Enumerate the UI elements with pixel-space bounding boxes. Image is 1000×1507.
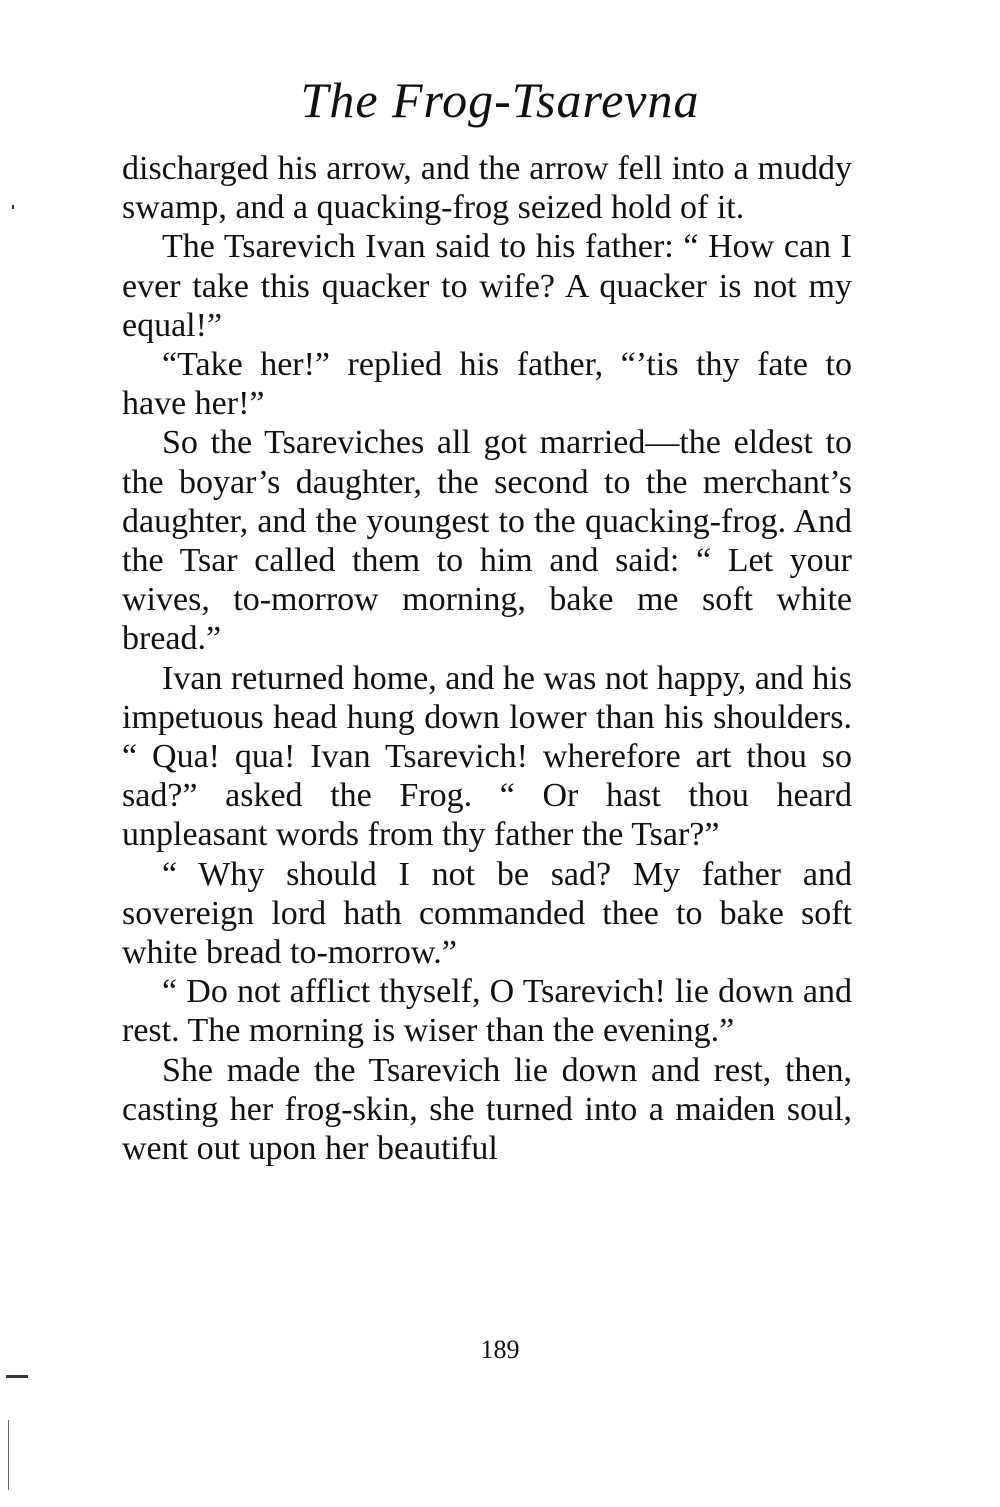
running-head: The Frog-Tsarevna [300, 72, 700, 128]
page-number: 189 [480, 1335, 520, 1364]
paragraph: discharged his arrow, and the arrow fell into a muddy swamp, and a quacking-frog seized hold of it. [122, 150, 852, 227]
paragraph: So the Tsareviches all got married—the eldest to the boyar’s daughter, the second to the merchant’s daughter, and the youngest to the quacking-frog. And the Tsar called them to him and said: “ Let your wives, to-morrow morning, bake me soft white bread.” [122, 424, 852, 658]
paragraph: “Take her!” replied his father, “’tis thy fate to have her!” [122, 346, 852, 423]
scan-speck [12, 205, 14, 209]
paragraph: She made the Tsarevich lie down and rest, then, casting her frog-skin, she turned into a maiden soul, went out upon her beautiful [122, 1051, 852, 1168]
paragraph: “ Why should I not be sad? My father and sovereign lord hath commanded thee to bake soft white bread to-morrow.” [122, 855, 852, 972]
body-text [122, 149, 852, 1168]
paragraph: The Tsarevich Ivan said to his father: “ How can I ever take this quacker to wife? A quacker is not my equal!” [122, 228, 852, 344]
scan-speck [8, 1420, 9, 1490]
paragraph: “ Do not afflict thyself, O Tsarevich! lie down and rest. The morning is wiser than the evening.” [122, 973, 852, 1050]
paragraph: Ivan returned home, and he was not happy, and his impetuous head hung down lower than his shoulders. “ Qua! qua! Ivan Tsarevich! wherefore art thou so sad?” asked the Frog. “ Or hast thou heard unpleasant words from thy father the Tsar?” [122, 659, 852, 854]
scan-speck [6, 1375, 28, 1378]
